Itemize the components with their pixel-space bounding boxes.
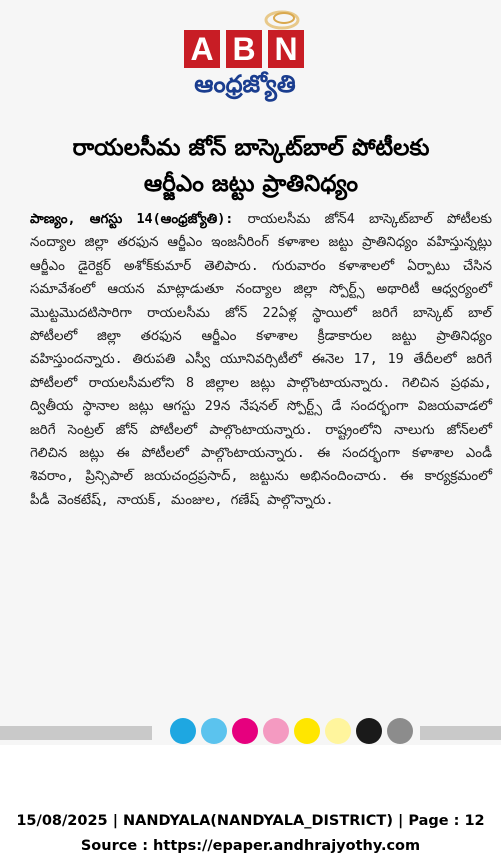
swatch-black (356, 718, 382, 744)
article-headline (16, 130, 486, 202)
logo-tagline: ఆంధ్రజ్యోతి (194, 70, 296, 98)
headline-line-1: రాయలసీమ జోన్ బాస్కెట్‌బాల్ పోటీలకు (72, 135, 430, 161)
calibration-band-right (420, 726, 501, 740)
headline-line-2: ఆర్జీఎం జట్టు ప్రాతినిధ్యం (143, 171, 359, 197)
article-dateline: పాణ్యం, ఆగస్టు 14(ఆంధ్రజ్యోతి): (30, 212, 234, 227)
swatch-light-magenta (263, 718, 289, 744)
article-body (30, 208, 492, 512)
swatch-gray (387, 718, 413, 744)
swatch-cyan (170, 718, 196, 744)
logo-letter-n: N (268, 30, 304, 68)
calibration-band-left (0, 726, 152, 740)
swatch-yellow (294, 718, 320, 744)
abn-andhrajyothy-logo (180, 6, 310, 104)
swatch-light-yellow (325, 718, 351, 744)
article-text: రాయలసీమ జోన్‌4 బాస్కెట్‌బాల్ పోటీలకు నంద్యాల జిల్లా తరఫున ఆర్జీఎం ఇంజనీరింగ్ కళాశాల జట్టు ప్రాతినిధ్యం వహిస్తున్నట్లు ఆర్జీఎం డైరెక్టర్ అశోక్‌కుమార్ తెలిపారు. గురువారం కళాశాలలో ఏర్పాటు చేసిన సమావేశంలో ఆయన మాట్లాడుతూ నంద్యాల జిల్లా స్పోర్ట్స్ అథారిటీ ఆధ్వర్యంలో మొట్టమొదటిసారిగా రాయలసీమ జోన్ 22ఏళ్ల స్థాయిలో జరిగే బాస్కెట్ బాల్ పోటీలలో జిల్లా తరఫున ఆర్జీఎం కళాశాల క్రీడాకారుల జట్టు ప్రాతినిధ్యం వహిస్తుందన్నారు. తిరుపతి ఎస్వీ యూనివర్సిటీలో ఈనెల 17, 19 తేదీలలో జరిగే పోటీలలో రాయలసీమలోని 8 జిల్లాల జట్లు పాల్గొంటాయన్నారు. గెలిచిన ప్రథమ, ద్వితీయ స్థానాల జట్లు ఆగస్టు 29న నేషనల్ స్పోర్ట్స్ డే సందర్భంగా విజయవాడలో జరిగే సెంట్రల్ జోన్ పోటీలలో పాల్గొంటాయన్నారు. రాష్ట్రంలోని నాలుగు జోన్‌లలో గెలిచిన జట్లు ఈ పోటీలలో పాల్గొంటాయన్నారు. ఈ సందర్భంగా కళాశాల ఎండీ శివరాం, ప్రిన్సిపాల్ జయచంద్రప్రసాద్, జట్టును అభినందించారు. ఈ కార్యక్రమంలో పీడీ వెంకటేష్, నాయక్, మంజుల, గణేష్ పాల్గొన్నారు. (30, 212, 492, 508)
logo-letter-b: B (226, 30, 262, 68)
color-calibration-strip (0, 716, 501, 744)
footer-date-edition: 15/08/2025 | NANDYALA(NANDYALA_DISTRICT) | Page : 12 (16, 813, 485, 829)
swatch-light-cyan (201, 718, 227, 744)
logo-swirl-icon (262, 6, 302, 30)
footer-source-link[interactable]: Source : https://epaper.andhrajyothy.com (80, 838, 421, 854)
logo-letter-a: A (184, 30, 220, 68)
swatch-magenta (232, 718, 258, 744)
